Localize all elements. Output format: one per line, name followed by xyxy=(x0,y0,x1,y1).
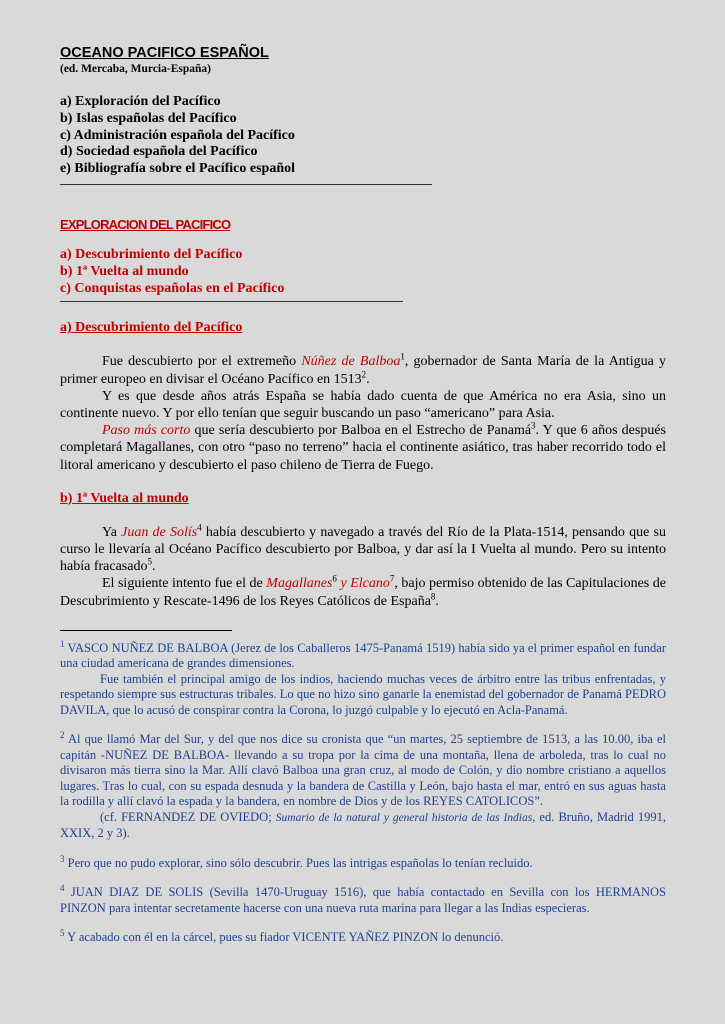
paragraph xyxy=(60,524,666,576)
section-index-item: c) Conquistas españolas en el Pacífico xyxy=(60,280,285,296)
footnote-2 xyxy=(60,732,666,810)
text: . xyxy=(151,559,156,575)
highlighted-name: Magallanes xyxy=(266,576,333,592)
section-index-item: b) 1ª Vuelta al mundo xyxy=(60,263,189,279)
footnote-ref[interactable]: 2 xyxy=(361,368,367,379)
text: . Y que 6 años después completará Magallanes, con otro “paso no terreno” hacia el continente asiático, tras haber recorrido todo el litoral americano y descubierto el paso chileno de Tierra de Fuego. xyxy=(60,423,666,473)
footnote-separator xyxy=(60,630,232,631)
highlighted-name: y Elcano xyxy=(336,576,390,592)
footnote-number: 5 xyxy=(60,928,65,939)
toc-item: a) Exploración del Pacífico xyxy=(60,94,221,109)
text: Y acabado con él en la cárcel, pues su fiador VICENTE YAÑEZ PINZON lo denunció. xyxy=(64,930,504,945)
footnote-3 xyxy=(60,853,666,872)
footnote-ref[interactable]: 6 xyxy=(332,573,337,584)
text: El siguiente intento fue el de xyxy=(102,576,267,592)
text: había descubierto y navegado a través del Río de la Plata-1514, pensando que su curso le llevaría al Océano Pacífico descubierto por Balboa, y dar así la I Vuelta al mundo. Pero su intento había fracasado xyxy=(60,524,666,575)
toc-item: e) Bibliografía sobre el Pacífico español xyxy=(60,161,295,177)
text: Fue descubierto por el extremeño xyxy=(102,354,302,370)
paragraph xyxy=(60,422,666,474)
table-of-contents xyxy=(60,94,666,178)
divider xyxy=(60,301,403,302)
footnote-ref[interactable]: 4 xyxy=(197,522,202,533)
footnotes xyxy=(60,638,666,946)
toc-item: b) Islas españolas del Pacífico xyxy=(60,110,237,126)
text: , bajo permiso obtenido de las Capitulaciones de Descubrimiento y Rescate-1496 de los Reyes Católicos de España xyxy=(60,576,667,609)
footnote-ref[interactable]: 1 xyxy=(400,351,405,362)
text: Al que llamó Mar del Sur, y del que nos dice su cronista que “un martes, 25 septiembre de 1513, a las 10.00, iba el capitán -NUÑEZ DE BALBOA- llevando a su tropa por la cima de una montaña, llena de arboleda, tras lo cual no divisaron más tierra sino la Mar. Allí clavó Balboa una gran cruz, al modo de Colón, y dio nombre cristiano a aquellos lugares. Tras lo cual, con su espada desnuda y la bandera de Castilla y León, bajo hasta el mar, entró en sus aguas hasta la rodilla y allí clavó la espada y la bandera, en nombre de Dios y de los REYES CATOLICOS”. xyxy=(60,732,666,809)
footnote-1 xyxy=(60,638,666,672)
footnote-ref[interactable]: 3 xyxy=(531,420,536,431)
footnote-ref[interactable]: 8 xyxy=(430,590,436,601)
footnote-number: 4 xyxy=(60,883,65,894)
document-page xyxy=(60,44,666,946)
document-title: OCEANO PACIFICO ESPAÑOL xyxy=(60,45,269,61)
section-index-item: a) Descubrimiento del Pacífico xyxy=(60,246,243,262)
toc-item: d) Sociedad española del Pacífico xyxy=(60,144,258,160)
subsection-heading-world-voyage: b) 1ª Vuelta al mundo xyxy=(60,490,189,506)
footnote-1-continued: Fue también el principal amigo de los indios, haciendo muchas veces de árbitro entre las tribus enfrentadas, y respetando siempre sus estructuras tribales. Lo que no hizo sino ganarle la enemistad del gobernador de Panamá PEDRO DAVILA, que lo acusó de conspirar contra la Corona, lo juzgó culpable y lo ejecutó en Acla-Panamá. xyxy=(60,671,666,717)
cited-work-title: Sumario de la natural y general historia de las Indias xyxy=(275,811,533,824)
document-subtitle: (ed. Mercaba, Murcia-España) xyxy=(60,63,211,75)
text: que sería descubierto por Balboa en el Estrecho de Panamá xyxy=(190,423,532,439)
footnote-ref[interactable]: 5 xyxy=(147,556,152,567)
paragraph xyxy=(60,575,666,609)
text: JUAN DIAZ DE SOLIS (Sevilla 1470-Uruguay 1516), que había contactado en Sevilla con los HERMANOS PINZON para intentar secretamente hacerse con una nueva ruta marina para llegar a las Indias especieras. xyxy=(60,885,666,915)
text: VASCO NUÑEZ DE BALBOA (Jerez de los Caballeros 1475-Panamá 1519) había sido ya el primer español en fundar una ciudad americana de grandes dimensiones. xyxy=(60,640,666,671)
footnote-4 xyxy=(60,885,666,916)
footnote-number: 3 xyxy=(60,853,65,864)
text: , gobernador de Santa María de la Antigua y primer europeo en divisar el Océano Pacífico en 1513 xyxy=(60,354,666,387)
footnote-ref[interactable]: 7 xyxy=(389,573,395,584)
highlighted-name: Núñez de Balboa xyxy=(301,354,401,370)
footnote-number: 1 xyxy=(60,638,65,649)
text: . xyxy=(366,371,370,387)
text: . xyxy=(435,593,439,609)
footnote-5 xyxy=(60,930,666,946)
highlighted-name: Juan de Solís xyxy=(121,524,198,540)
section-title: EXPLORACION DEL PACIFICO xyxy=(60,216,231,232)
section-index xyxy=(60,247,666,297)
text: Ya xyxy=(102,524,122,540)
paragraph xyxy=(60,353,666,387)
text: , ed. Bruño, Madrid 1991, XXIX, 2 y 3). xyxy=(60,809,666,841)
divider xyxy=(60,184,432,185)
text: Pero que no pudo explorar, sino sólo descubrir. Pues las intrigas españolas lo tenían recluido. xyxy=(64,855,533,870)
subsection-heading-discovery: a) Descubrimiento del Pacífico xyxy=(60,320,243,336)
text: (cf. FERNANDEZ DE OVIEDO; xyxy=(100,809,276,824)
footnote-2-citation xyxy=(60,810,666,842)
footnote-number: 2 xyxy=(60,730,65,741)
paragraph: Y es que desde años atrás España se había dado cuenta de que América no era Asia, sino un continente nuevo. Y por ello tenían que seguir buscando un paso “americano” para Asia. xyxy=(60,388,666,421)
highlighted-name: Paso más corto xyxy=(102,423,191,439)
toc-item: c) Administración española del Pacífico xyxy=(60,127,295,143)
